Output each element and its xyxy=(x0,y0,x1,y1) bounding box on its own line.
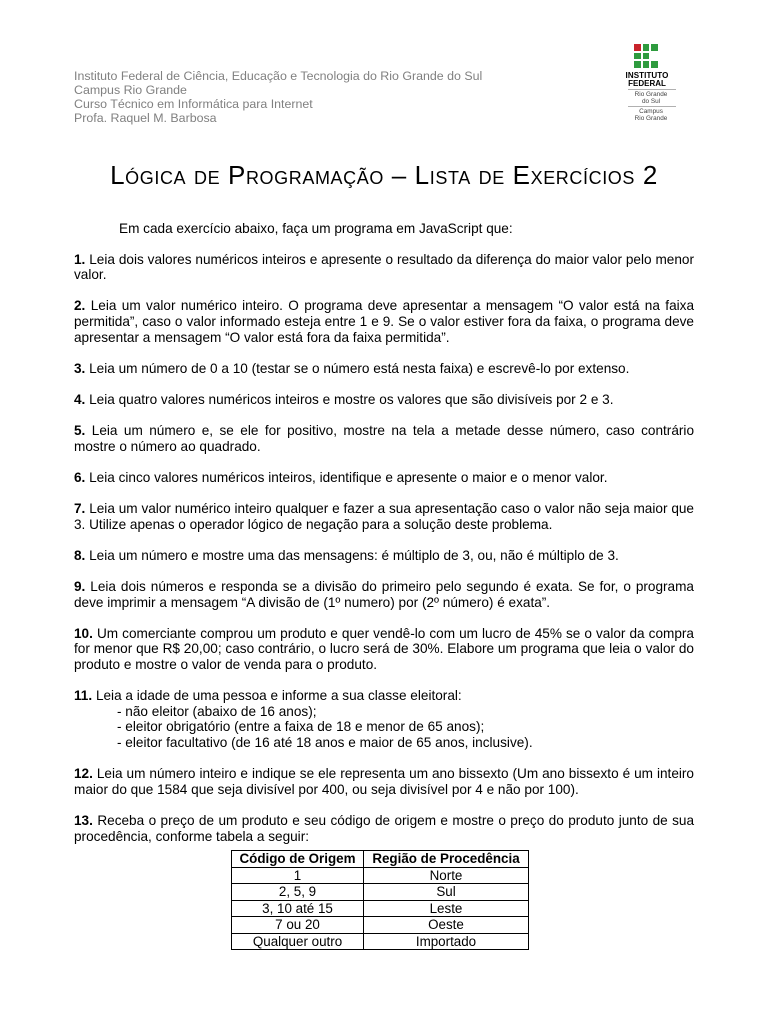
table-cell-region: Oeste xyxy=(364,917,529,934)
table-cell-code: 7 ou 20 xyxy=(232,917,364,934)
electoral-class-list xyxy=(117,704,694,751)
exercise-item xyxy=(74,392,694,408)
table-header-row xyxy=(232,851,529,868)
document-title: Lógica de Programação – Lista de Exercícios 2 xyxy=(110,160,658,190)
exercise-item xyxy=(74,626,694,673)
table-row xyxy=(232,900,529,917)
exercise-item xyxy=(74,470,694,486)
exercise-text: Leia a idade de uma pessoa e informe a sua classe eleitoral: xyxy=(95,688,462,704)
table-cell-code: 3, 10 até 15 xyxy=(232,900,364,917)
exercise-number: 11. xyxy=(74,688,93,704)
exercise-text: Leia um número e mostre uma das mensagens: é múltiplo de 3, ou, não é múltiplo de 3. xyxy=(89,547,619,563)
table-row xyxy=(232,884,529,901)
exercise-item xyxy=(74,579,694,610)
exercise-text: Leia dois números e responda se a divisão do primeiro pelo segundo é exata. Se for, o programa deve imprimir a mensagem “A divisão de (1º numero) por (2º número) é exata”. xyxy=(74,579,694,610)
exercise-text: Leia um valor numérico inteiro qualquer e fazer a sua apresentação caso o valor não seja maior que 3. Utilize apenas o operador lógico de negação para a solução deste problema. xyxy=(74,501,694,532)
exercise-number: 5. xyxy=(74,423,86,439)
exercise-text: Leia quatro valores numéricos inteiros e mostre os valores que são divisíveis por 2 e 3. xyxy=(89,391,614,407)
logo-divider xyxy=(628,106,676,107)
origin-table xyxy=(231,850,529,950)
intro-text: Em cada exercício abaixo, faça um programa em JavaScript que: xyxy=(119,221,513,236)
institution-logo xyxy=(618,44,676,124)
table-cell-region: Sul xyxy=(364,884,529,901)
exercise-item xyxy=(74,688,694,750)
exercise-item xyxy=(74,766,694,797)
list-item: - não eleitor (abaixo de 16 anos); xyxy=(117,703,317,719)
exercise-item xyxy=(74,252,694,283)
exercise-text: Leia um número inteiro e indique se ele representa um ano bissexto (Um ano bissexto é um inteiro maior do que 1584 que seja divisível por 400, ou seja divisível por 4 e não por 100). xyxy=(74,766,694,797)
institution-header xyxy=(74,69,544,125)
exercise-number: 12. xyxy=(74,766,93,782)
exercise-number: 7. xyxy=(74,501,86,517)
exercise-text: Leia cinco valores numéricos inteiros, identifique e apresente o maior e o menor valor. xyxy=(89,469,608,485)
logo-divider xyxy=(628,89,676,90)
logo-text-campus: Campus xyxy=(639,108,663,115)
logo-squares-icon xyxy=(634,44,658,70)
header-campus: Campus Rio Grande xyxy=(74,83,187,97)
exercise-number: 9. xyxy=(74,579,86,595)
exercise-text: Leia um número de 0 a 10 (testar se o número está nesta faixa) e escrevê-lo por extenso. xyxy=(89,360,630,376)
table-cell-code: Qualquer outro xyxy=(232,933,364,950)
header-course: Curso Técnico em Informática para Internet xyxy=(74,97,313,111)
exercise-item xyxy=(74,298,694,345)
exercise-number: 8. xyxy=(74,547,86,563)
exercise-item xyxy=(74,501,694,532)
exercise-text: Leia dois valores numéricos inteiros e apresente o resultado da diferença do maior valor pelo menor valor. xyxy=(74,251,694,283)
logo-text-federal: FEDERAL xyxy=(628,79,666,88)
exercise-text: Um comerciante comprou um produto e quer vendê-lo com um lucro de 45% se o valor da compra for menor que R$ 20,00; caso contrário, o lucro será de 30%. Elabore um programa que leia o valor do produto e mostre o valor de venda para o produto. xyxy=(74,625,694,673)
exercise-text: Leia um valor numérico inteiro. O programa deve apresentar a mensagem “O valor está na faixa permitida”, caso o valor informado esteja entre 1 e 9. Se o valor estiver fora da faixa, o programa deve apresentar a mensagem “O valor está fora da faixa permitida”. xyxy=(74,298,695,345)
header-institution: Instituto Federal de Ciência, Educação e Tecnologia do Rio Grande do Sul xyxy=(74,69,483,83)
header-teacher: Profa. Raquel M. Barbosa xyxy=(74,111,217,125)
exercise-number: 1. xyxy=(74,251,86,267)
list-item: - eleitor obrigatório (entre a faixa de 18 e menor de 65 anos); xyxy=(117,719,485,735)
exercise-item xyxy=(74,423,694,454)
logo-text-instituto: INSTITUTO xyxy=(625,71,669,80)
table-cell-region: Norte xyxy=(364,867,529,884)
table-row xyxy=(232,917,529,934)
exercise-number: 2. xyxy=(74,298,86,314)
table-cell-code: 1 xyxy=(232,867,364,884)
exercise-number: 10. xyxy=(74,625,93,641)
exercise-number: 4. xyxy=(74,391,86,407)
exercise-list xyxy=(74,221,694,860)
exercise-number: 6. xyxy=(74,469,86,485)
table-row xyxy=(232,933,529,950)
table-cell-region: Leste xyxy=(364,900,529,917)
table-cell-region: Importado xyxy=(364,933,529,950)
logo-text-campus-name: Rio Grande xyxy=(634,115,668,122)
logo-text-do-sul: do Sul xyxy=(641,98,661,105)
column-header-region: Região de Procedência xyxy=(364,851,529,868)
list-item: - eleitor facultativo (de 16 até 18 anos e maior de 65 anos, inclusive). xyxy=(117,735,533,750)
exercise-text: Receba o preço de um produto e seu código de origem e mostre o preço do produto junto de sua procedência, conforme tabela a seguir: xyxy=(74,812,695,844)
logo-text-rio-grande: Rio Grande xyxy=(634,91,668,98)
exercise-item xyxy=(74,548,694,564)
exercise-number: 3. xyxy=(74,360,86,376)
column-header-code: Código de Origem xyxy=(232,851,364,868)
table-row xyxy=(232,867,529,884)
table-cell-code: 2, 5, 9 xyxy=(232,884,364,901)
exercise-text: Leia um número e, se ele for positivo, mostre na tela a metade desse número, caso contrário mostre o número ao quadrado. xyxy=(74,423,695,454)
exercise-item xyxy=(74,813,694,844)
exercise-item xyxy=(74,361,694,377)
exercise-number: 13. xyxy=(74,812,93,828)
